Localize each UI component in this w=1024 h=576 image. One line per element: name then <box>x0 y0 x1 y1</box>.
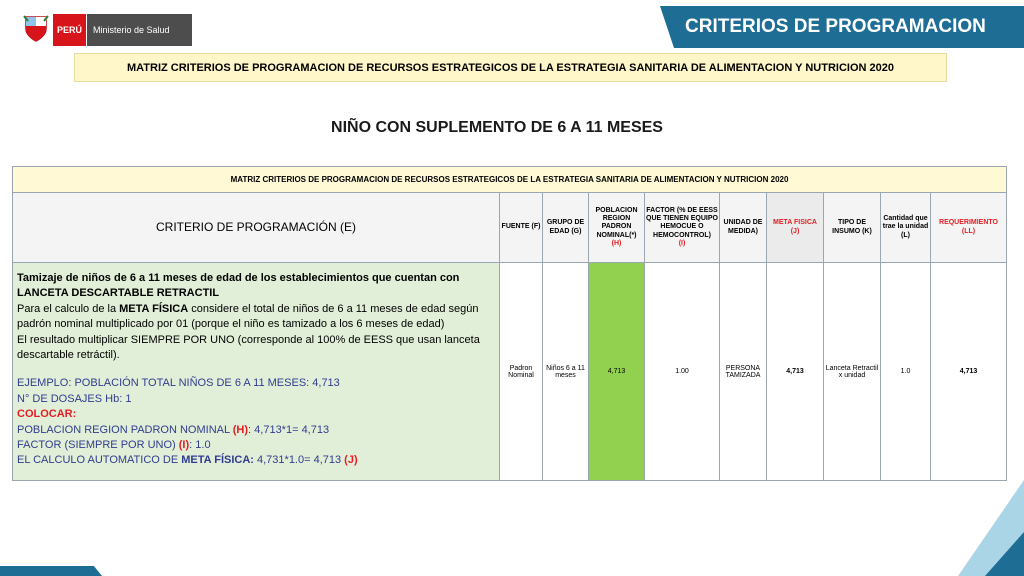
table-title: MATRIZ CRITERIOS DE PROGRAMACION DE RECURSOS ESTRATEGICOS DE LA ESTRATEGIA SANITARIA DE ALIMENTACION Y NUTRICION 2020 <box>13 167 1007 193</box>
desc-line2: Para el calculo de la META FÍSICA considere el total de niños de 6 a 11 meses de edad según padrón nominal multiplicado por 01 (porque el niño es tamizado a los 6 meses de edad) <box>17 302 479 331</box>
criteria-table <box>12 166 1007 481</box>
cell-grupo: Niños 6 a 11 meses <box>543 263 589 481</box>
cell-unidad: PERSONA TAMIZADA <box>720 263 767 481</box>
header-factor-code: (I) <box>678 240 686 248</box>
banner-title: CRITERIOS DE PROGRAMACION <box>685 16 986 37</box>
header-cantidad: Cantidad que trae la unidad (L) <box>881 193 931 263</box>
desc-factor: FACTOR (SIEMPRE POR UNO) (I): 1.0 <box>17 438 211 451</box>
page-subtitle: NIÑO CON SUPLEMENTO DE 6 A 11 MESES <box>331 119 663 136</box>
header-grupo: GRUPO DE EDAD (G) <box>543 193 589 263</box>
header-criterio: CRITERIO DE PROGRAMACIÓN (E) <box>13 193 500 263</box>
desc-line3: El resultado multiplicar SIEMPRE POR UNO (corresponde al 100% de EESS que usan lanceta descartable retráctil). <box>17 333 480 361</box>
decor-bottom-left <box>0 566 102 576</box>
header-poblacion <box>589 193 645 263</box>
desc-example: EJEMPLO: POBLACIÓN TOTAL NIÑOS DE 6 A 11 MESES: 4,713 <box>17 377 340 390</box>
header-meta: META FISICA (J) <box>767 193 824 263</box>
cell-fuente: Padron Nominal <box>500 263 543 481</box>
top-matrix-title: MATRIZ CRITERIOS DE PROGRAMACION DE RECURSOS ESTRATEGICOS DE LA ESTRATEGIA SANITARIA DE ALIMENTACION Y NUTRICION 2020 <box>74 53 947 82</box>
cell-poblacion: 4,713 <box>589 263 645 481</box>
header-requerimiento: REQUERIMIENTO (LL) <box>931 193 1007 263</box>
header-factor-label: FACTOR (% DE EESS QUE TIENEN EQUIPO HEMOCUE O HEMOCONTROL) <box>646 206 718 239</box>
logo-country-label: PERÚ <box>53 14 86 46</box>
cell-factor: 1.00 <box>645 263 720 481</box>
header-poblacion-code: (H) <box>611 240 622 248</box>
coat-of-arms-icon <box>22 14 50 44</box>
header-fuente: FUENTE (F) <box>500 193 543 263</box>
header-unidad: UNIDAD DE MEDIDA) <box>720 193 767 263</box>
desc-line1: Tamizaje de niños de 6 a 11 meses de edad de los establecimientos que cuentan con LANCETA DESCARTABLE RETRACTIL <box>17 272 460 300</box>
desc-calculo: EL CALCULO AUTOMATICO DE META FÍSICA: 4,731*1.0= 4,713 (J) <box>17 454 358 467</box>
header-tipo: TIPO DE INSUMO (K) <box>824 193 881 263</box>
cell-meta: 4,713 <box>767 263 824 481</box>
header-factor <box>645 193 720 263</box>
ministry-logo <box>22 14 192 46</box>
cell-tipo: Lanceta Retractil x unidad <box>824 263 881 481</box>
desc-dosajes: N° DE DOSAJES Hb: 1 <box>17 392 132 405</box>
desc-colocar: COLOCAR: <box>17 408 77 421</box>
logo-ministry-label: Ministerio de Salud <box>86 14 192 46</box>
desc-poblacion: POBLACION REGION PADRON NOMINAL (H): 4,713*1= 4,713 <box>17 423 330 436</box>
criterio-description <box>13 263 500 481</box>
header-poblacion-label: POBLACION REGION PADRON NOMINAL(*) <box>595 206 638 239</box>
cell-requerimiento: 4,713 <box>931 263 1007 481</box>
cell-cantidad: 1.0 <box>881 263 931 481</box>
